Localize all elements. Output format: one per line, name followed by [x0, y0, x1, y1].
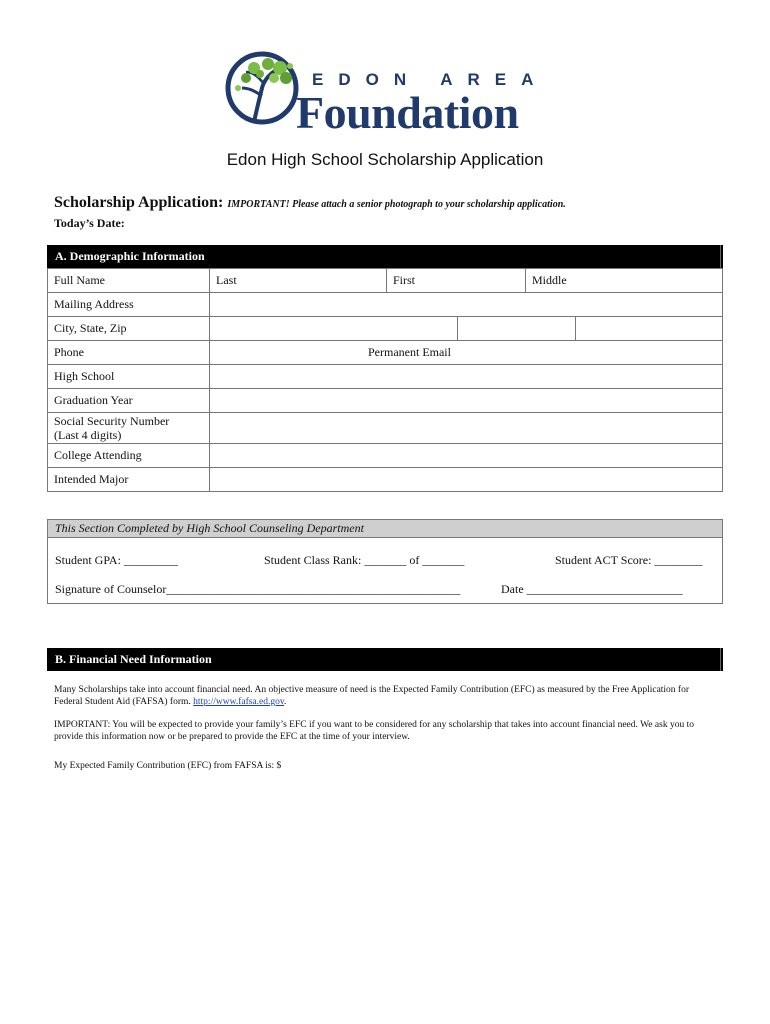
mailing-address-label: Mailing Address	[48, 293, 210, 317]
first-label: First	[393, 273, 416, 287]
counselor-date-field[interactable]: Date __________________________	[501, 582, 683, 596]
efc-field[interactable]: My Expected Family Contribution (EFC) from FAFSA is: $	[54, 761, 282, 771]
todays-date-label: Today’s Date:	[54, 216, 125, 230]
table-row	[48, 413, 723, 444]
table-row	[48, 444, 723, 468]
photo-note: IMPORTANT! Please attach a senior photograph to your scholarship application.	[227, 199, 566, 210]
act-score-field[interactable]: Student ACT Score: ________	[555, 553, 703, 567]
state-field[interactable]	[458, 317, 576, 340]
financial-need-paragraph: Many Scholarships take into account financial need. An objective measure of need is the Expected Family Contribution (EFC) as measured by the Free Application for Federal Student Aid (FAFSA) form. http://www.fafsa.ed.gov.	[54, 685, 690, 707]
last-name-field[interactable]	[210, 269, 387, 293]
logo-top-text: EDON AREA	[312, 70, 549, 89]
section-a-header	[47, 245, 723, 268]
logo-main-text: Foundation	[296, 87, 519, 138]
ssn-label	[48, 413, 210, 444]
permanent-email-label: Permanent Email	[368, 345, 451, 359]
application-heading	[54, 194, 566, 212]
city-state-zip-cell	[210, 317, 723, 341]
high-school-field[interactable]	[210, 365, 723, 389]
full-name-label: Full Name	[48, 269, 210, 293]
counseling-header: This Section Completed by High School Counseling Department	[48, 520, 722, 538]
section-b-header	[47, 648, 723, 671]
city-field[interactable]	[210, 317, 458, 340]
ssn-field[interactable]	[210, 413, 723, 444]
counseling-section	[47, 519, 723, 604]
graduation-year-field[interactable]	[210, 389, 723, 413]
table-row	[48, 468, 723, 492]
high-school-label: High School	[48, 365, 210, 389]
section-a-title: A. Demographic Information	[55, 249, 205, 263]
efc-important-paragraph: IMPORTANT: You will be expected to provide your family’s EFC if you want to be considered for any scholarship that takes into account financial need. We ask you to provide this information now or be prepared to provide the EFC at the time of your interview.	[54, 720, 694, 742]
ssn-label-line1: Social Security Number	[54, 414, 170, 428]
college-attending-field[interactable]	[210, 444, 723, 468]
first-name-field[interactable]	[387, 269, 526, 293]
page-title: Edon High School Scholarship Application	[226, 150, 544, 169]
table-row	[48, 293, 723, 317]
middle-label: Middle	[532, 273, 567, 287]
ssn-label-line2: (Last 4 digits)	[54, 428, 122, 442]
mailing-address-field[interactable]	[210, 293, 723, 317]
table-row	[48, 389, 723, 413]
class-rank-field[interactable]: Student Class Rank: _______ of _______	[264, 553, 465, 567]
demographic-table	[47, 268, 723, 492]
phone-label: Phone	[48, 341, 210, 365]
table-row	[48, 269, 723, 293]
graduation-year-label: Graduation Year	[48, 389, 210, 413]
zip-field[interactable]	[576, 317, 722, 340]
intended-major-label: Intended Major	[48, 468, 210, 492]
city-state-zip-label: City, State, Zip	[48, 317, 210, 341]
intended-major-field[interactable]	[210, 468, 723, 492]
application-heading-label: Scholarship Application:	[54, 194, 224, 211]
permanent-email-field[interactable]	[451, 341, 722, 364]
last-label: Last	[216, 273, 237, 287]
college-attending-label: College Attending	[48, 444, 210, 468]
table-row	[48, 317, 723, 341]
table-row	[48, 365, 723, 389]
table-row	[48, 341, 723, 365]
fafsa-link[interactable]: http://www.fafsa.ed.gov	[193, 697, 284, 707]
phone-field[interactable]	[210, 341, 368, 364]
middle-name-field[interactable]	[526, 269, 723, 293]
phone-email-cell	[210, 341, 723, 365]
section-b-title: B. Financial Need Information	[55, 652, 212, 666]
tree-emblem-icon	[228, 54, 296, 122]
counselor-signature-field[interactable]: Signature of Counselor_________________________________________________	[55, 582, 461, 596]
student-gpa-field[interactable]: Student GPA: _________	[55, 553, 178, 567]
financial-need-text: Many Scholarships take into account financial need. An objective measure of need is the Expected Family Contribution (EFC) as measured by the Free Application for Federal Student Aid (FAFSA) form.	[54, 685, 690, 707]
